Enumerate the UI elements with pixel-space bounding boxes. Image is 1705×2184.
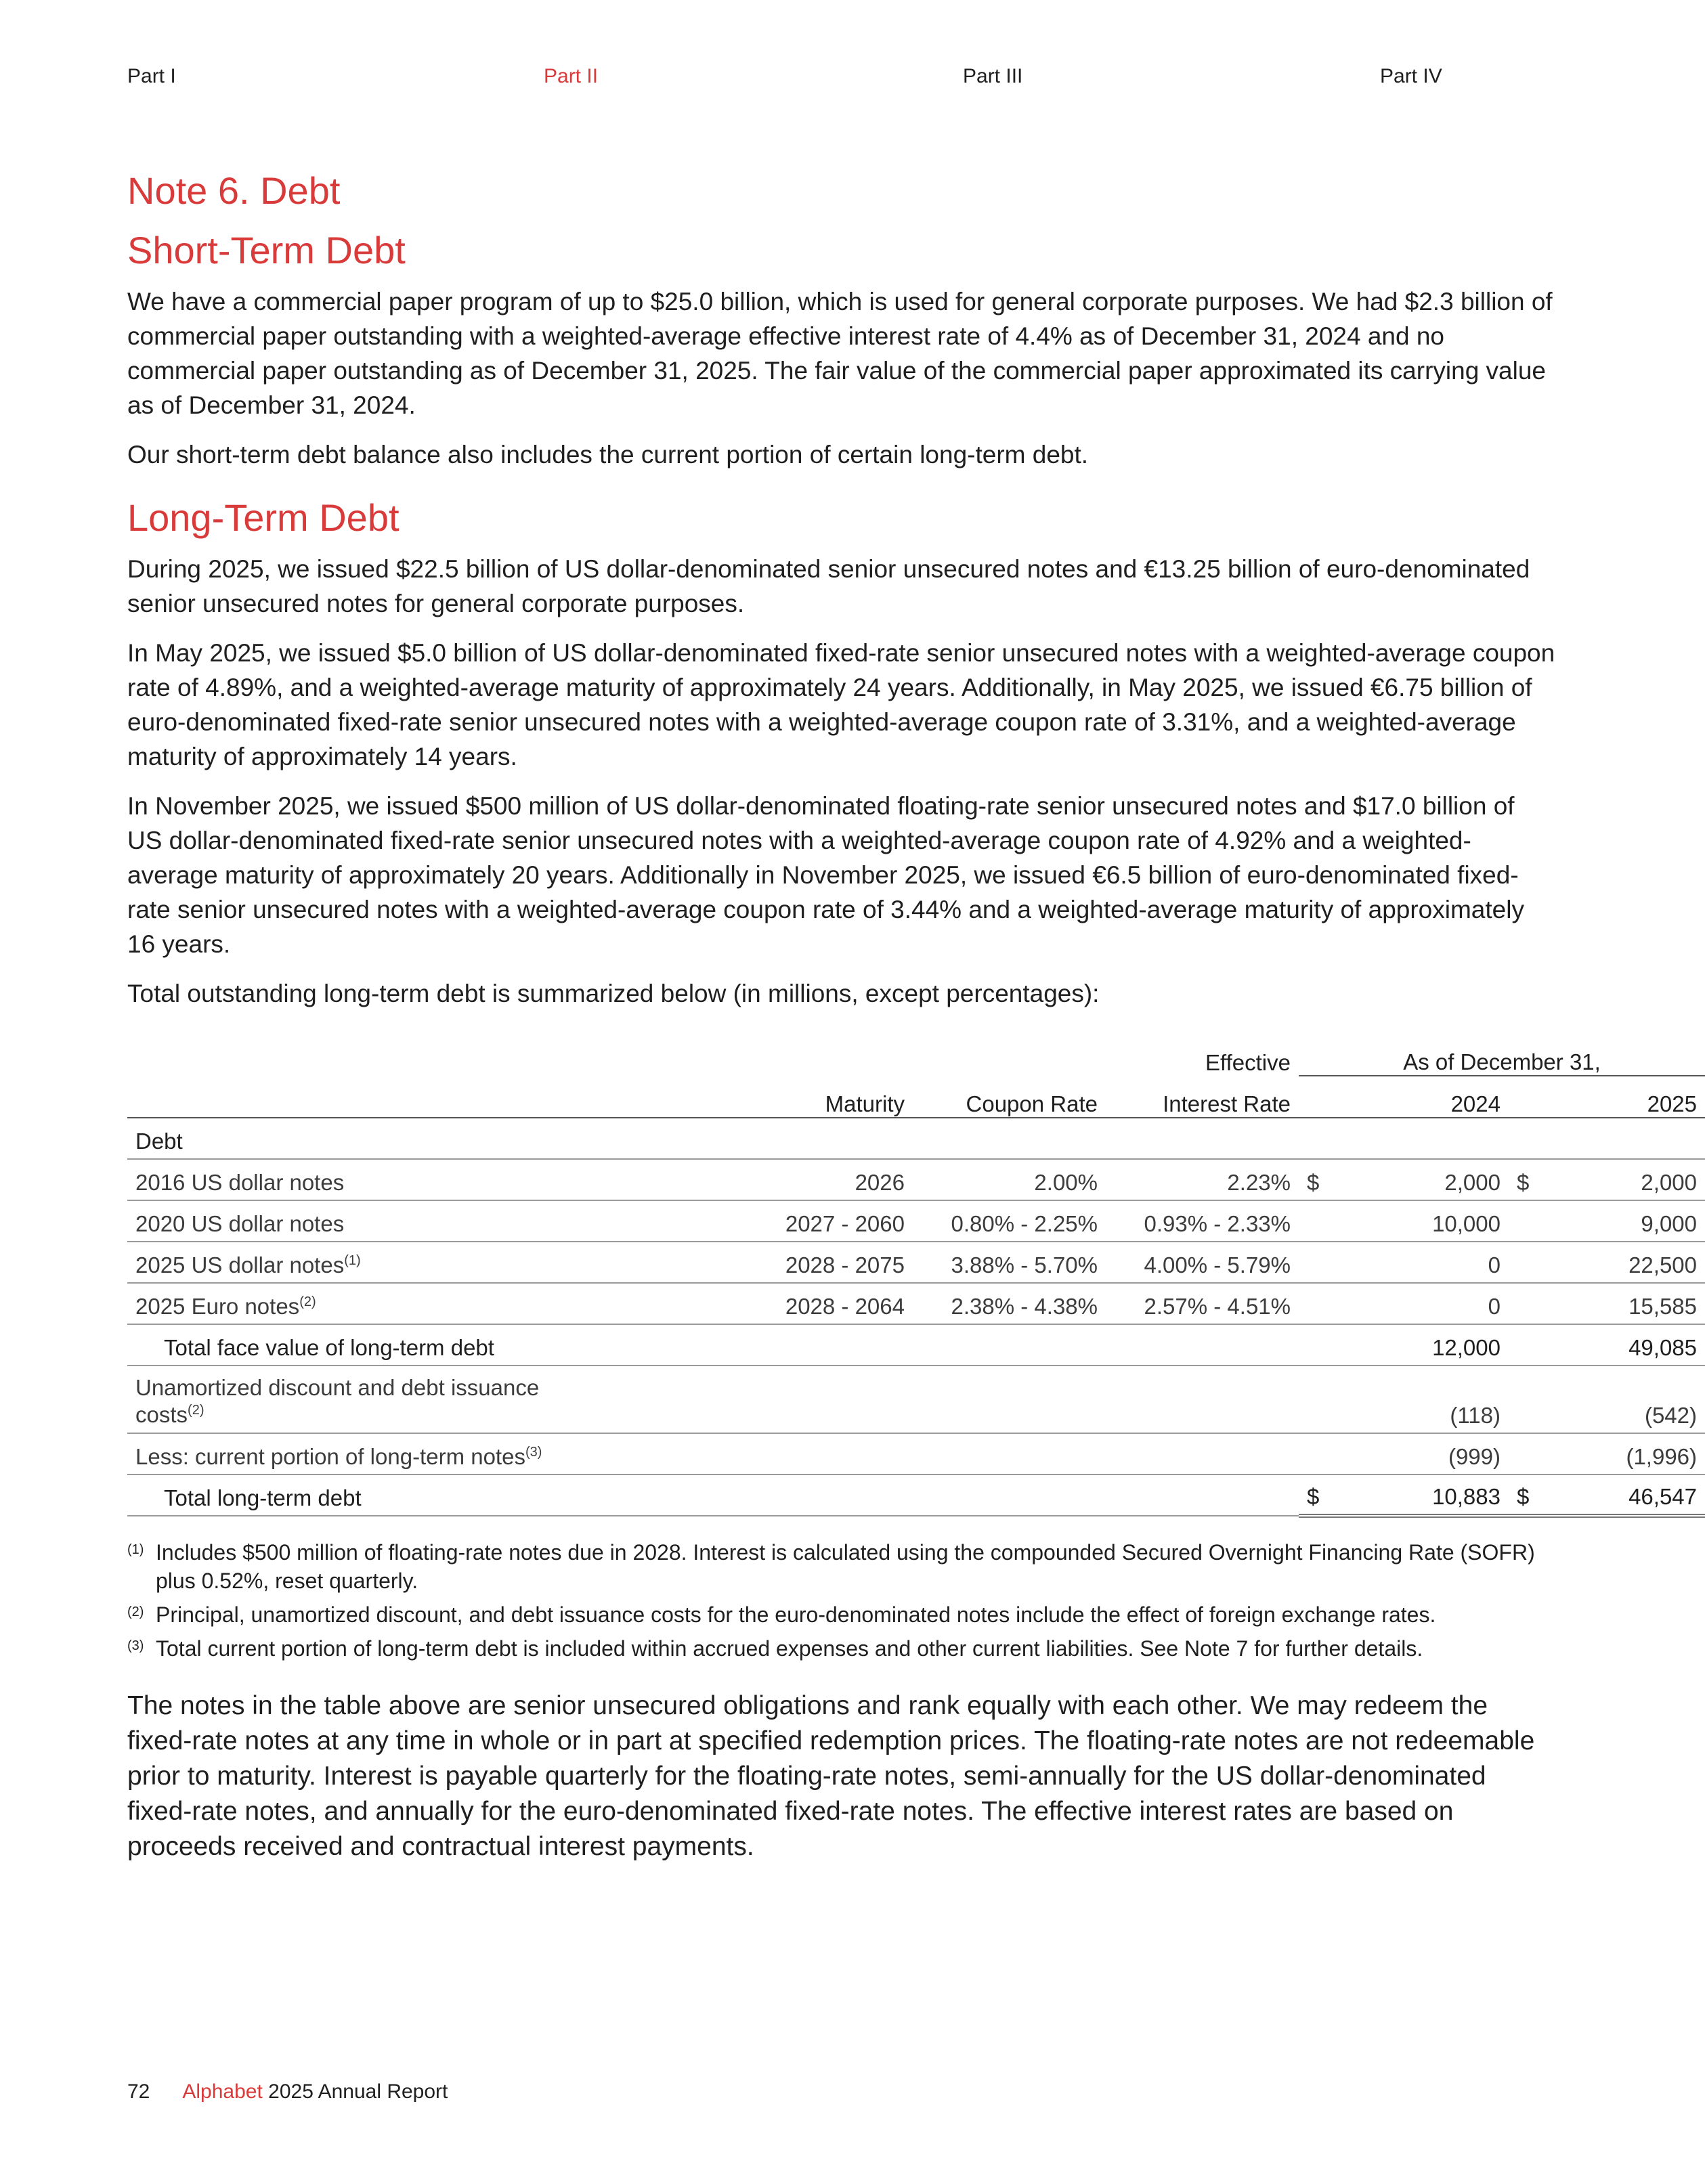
- row-dollar-2025: $: [1509, 1159, 1549, 1200]
- table-row-current-portion: [127, 1433, 1705, 1475]
- main-content: [127, 168, 1698, 1864]
- row-label: 2016 US dollar notes: [127, 1159, 642, 1200]
- row-coupon: 3.88% - 5.70%: [913, 1242, 1106, 1283]
- header-as-of: As of December 31,: [1299, 1041, 1705, 1076]
- row-value-2024: 0: [1346, 1242, 1509, 1283]
- row-value-2024: 10,000: [1346, 1200, 1509, 1242]
- nav-part-1[interactable]: Part I: [127, 65, 176, 87]
- row-maturity: 2028 - 2075: [642, 1242, 913, 1283]
- debt-table: [127, 1041, 1705, 1518]
- footer-report: 2025 Annual Report: [262, 2080, 448, 2103]
- nav-part-4[interactable]: Part IV: [1380, 65, 1442, 87]
- table-row: [127, 1283, 1705, 1324]
- footnote-mark: (1): [127, 1542, 144, 1557]
- row-coupon: 2.38% - 4.38%: [913, 1283, 1106, 1324]
- row-coupon: 2.00%: [913, 1159, 1106, 1200]
- long-term-heading: Long-Term Debt: [127, 496, 400, 539]
- row-label-cell: [127, 1283, 642, 1324]
- table-row-unamortized: [127, 1366, 1705, 1433]
- nav-part-3[interactable]: Part III: [963, 65, 1023, 87]
- row-maturity: 2026: [642, 1159, 913, 1200]
- table-row: [127, 1159, 1705, 1200]
- row-value-2025: 15,585: [1549, 1283, 1705, 1324]
- top-nav: [0, 65, 1677, 92]
- row-value-2024: 12,000: [1346, 1324, 1509, 1366]
- row-value-2025: (542): [1549, 1366, 1705, 1433]
- row-value-2024: (999): [1346, 1433, 1509, 1475]
- section-label: Debt: [127, 1118, 642, 1159]
- row-value-2024: 0: [1346, 1283, 1509, 1324]
- row-value-2024: 10,883: [1346, 1475, 1509, 1516]
- row-label: 2025 US dollar notes: [135, 1252, 345, 1277]
- row-value-2025: 46,547: [1549, 1475, 1705, 1516]
- row-value-2025: 49,085: [1549, 1324, 1705, 1366]
- row-effective: 2.57% - 4.51%: [1106, 1283, 1299, 1324]
- row-label: 2020 US dollar notes: [127, 1200, 642, 1242]
- row-label-line-2: costs: [135, 1402, 188, 1427]
- table-row: [127, 1242, 1705, 1283]
- row-label-line-1: Unamortized discount and debt issuance: [135, 1375, 540, 1400]
- row-value-2024: (118): [1346, 1366, 1509, 1433]
- row-value-2025: (1,996): [1549, 1433, 1705, 1475]
- long-term-paragraph-2: In May 2025, we issued $5.0 billion of US dollar-denominated fixed-rate senior unsecured notes with a weighted-average coupon rate of 4.89%, and a weighted-average maturity of approximately 24 years. Additionally, in May 2025, we issued €6.75 billion of euro-denominated fixed-rate senior unsecured notes with a weighted-average coupon rate of 3.31%, and a weighted-average maturity of approximately 14 years.: [127, 639, 1555, 770]
- short-term-paragraph-1: We have a commercial paper program of up to $25.0 billion, which is used for general corporate purposes. We had $2.3 billion of commercial paper outstanding with a weighted-average effective interest rate of 4.4% as of December 31, 2024 and no commercial paper outstanding as of December 31, 2025. The fair value of the commercial paper approximated its carrying value as of December 31, 2024.: [127, 288, 1553, 419]
- closing-paragraph: The notes in the table above are senior unsecured obligations and rank equally with each other. We may redeem the fixed-rate notes at any time in whole or in part at specified redemption prices. The floating-rate notes are not redeemable prior to maturity. Interest is payable quarterly for the floating-rate notes, semi-annually for the US dollar-denominated fixed-rate notes, and annually for the euro-denominated fixed-rate notes. The effective interest rates are based on proceeds received and contractual interest payments.: [127, 1691, 1535, 1861]
- row-dollar-2025: $: [1509, 1475, 1549, 1516]
- header-maturity: Maturity: [642, 1076, 913, 1118]
- row-label: 2025 Euro notes: [135, 1294, 300, 1319]
- row-dollar-2024: $: [1299, 1475, 1346, 1516]
- row-maturity: 2027 - 2060: [642, 1200, 913, 1242]
- footnote: [127, 1538, 1556, 1595]
- row-value-2025: 22,500: [1549, 1242, 1705, 1283]
- header-coupon-rate: Coupon Rate: [913, 1076, 1106, 1118]
- row-effective: 2.23%: [1106, 1159, 1299, 1200]
- row-label: Total long-term debt: [127, 1475, 642, 1516]
- row-label-cell: [127, 1433, 642, 1475]
- row-dollar-2024: $: [1299, 1159, 1346, 1200]
- footnote: [127, 1634, 1556, 1663]
- row-value-2025: 9,000: [1549, 1200, 1705, 1242]
- table-row: [127, 1200, 1705, 1242]
- row-label-cell: [127, 1366, 642, 1433]
- note-title: Note 6. Debt: [127, 169, 341, 212]
- header-effective-line-1: Effective: [1205, 1050, 1291, 1075]
- row-label: Less: current portion of long-term notes: [135, 1444, 525, 1469]
- nav-part-2[interactable]: Part II: [544, 65, 599, 87]
- short-term-paragraph-2: Our short-term debt balance also includes the current portion of certain long-term debt.: [127, 441, 1089, 468]
- page-footer: [127, 2080, 448, 2103]
- row-effective: 0.93% - 2.33%: [1106, 1200, 1299, 1242]
- row-label-cell: [127, 1242, 642, 1283]
- footnote-text: Principal, unamortized discount, and debt issuance costs for the euro-denominated notes include the effect of foreign exchange rates.: [156, 1602, 1436, 1627]
- row-coupon: 0.80% - 2.25%: [913, 1200, 1106, 1242]
- table-row-total-face: [127, 1324, 1705, 1366]
- row-maturity: 2028 - 2064: [642, 1283, 913, 1324]
- long-term-paragraph-4: Total outstanding long-term debt is summarized below (in millions, except percentages):: [127, 980, 1100, 1007]
- footnote-text: Includes $500 million of floating-rate notes due in 2028. Interest is calculated using the compounded Secured Overnight Financing Rate (SOFR) plus 0.52%, reset quarterly.: [156, 1540, 1535, 1593]
- long-term-paragraph-1: During 2025, we issued $22.5 billion of US dollar-denominated senior unsecured notes and €13.25 billion of euro-denominated senior unsecured notes for general corporate purposes.: [127, 555, 1530, 617]
- footnote-ref: (2): [299, 1294, 316, 1309]
- footnote-mark: (2): [127, 1604, 144, 1619]
- row-effective: 4.00% - 5.79%: [1106, 1242, 1299, 1283]
- row-label: Total face value of long-term debt: [127, 1324, 642, 1366]
- footnote-ref: (1): [344, 1253, 361, 1268]
- header-year-2024: 2024: [1346, 1076, 1509, 1118]
- table-row-total: [127, 1475, 1705, 1516]
- row-value-2024: 2,000: [1346, 1159, 1509, 1200]
- page-number: 72: [127, 2080, 150, 2103]
- header-effective-line-2: Interest Rate: [1106, 1076, 1299, 1118]
- footnote-text: Total current portion of long-term debt is included within accrued expenses and other current liabilities. See Note 7 for further details.: [156, 1636, 1423, 1661]
- footnote-ref: (3): [525, 1445, 542, 1460]
- footer-brand: Alphabet: [182, 2080, 263, 2103]
- row-value-2025: 2,000: [1549, 1159, 1705, 1200]
- footnote-mark: (3): [127, 1638, 144, 1653]
- header-year-2025: 2025: [1549, 1076, 1705, 1118]
- footnotes: [127, 1538, 1556, 1663]
- footnote: [127, 1600, 1556, 1629]
- long-term-paragraph-3: In November 2025, we issued $500 million of US dollar-denominated floating-rate senior unsecured notes and $17.0 billion of US dollar-denominated fixed-rate senior unsecured notes with a weighted-average coupon rate of 4.92% and a weighted-average maturity of approximately 20 years. Additionally in November 2025, we issued €6.5 billion of euro-denominated fixed-rate senior unsecured notes with a weighted-average coupon rate of 3.44% and a weighted-average maturity of approximately 16 years.: [127, 792, 1524, 958]
- footnote-ref: (2): [188, 1403, 204, 1418]
- short-term-heading: Short-Term Debt: [127, 229, 406, 271]
- table-row: [127, 1118, 1705, 1159]
